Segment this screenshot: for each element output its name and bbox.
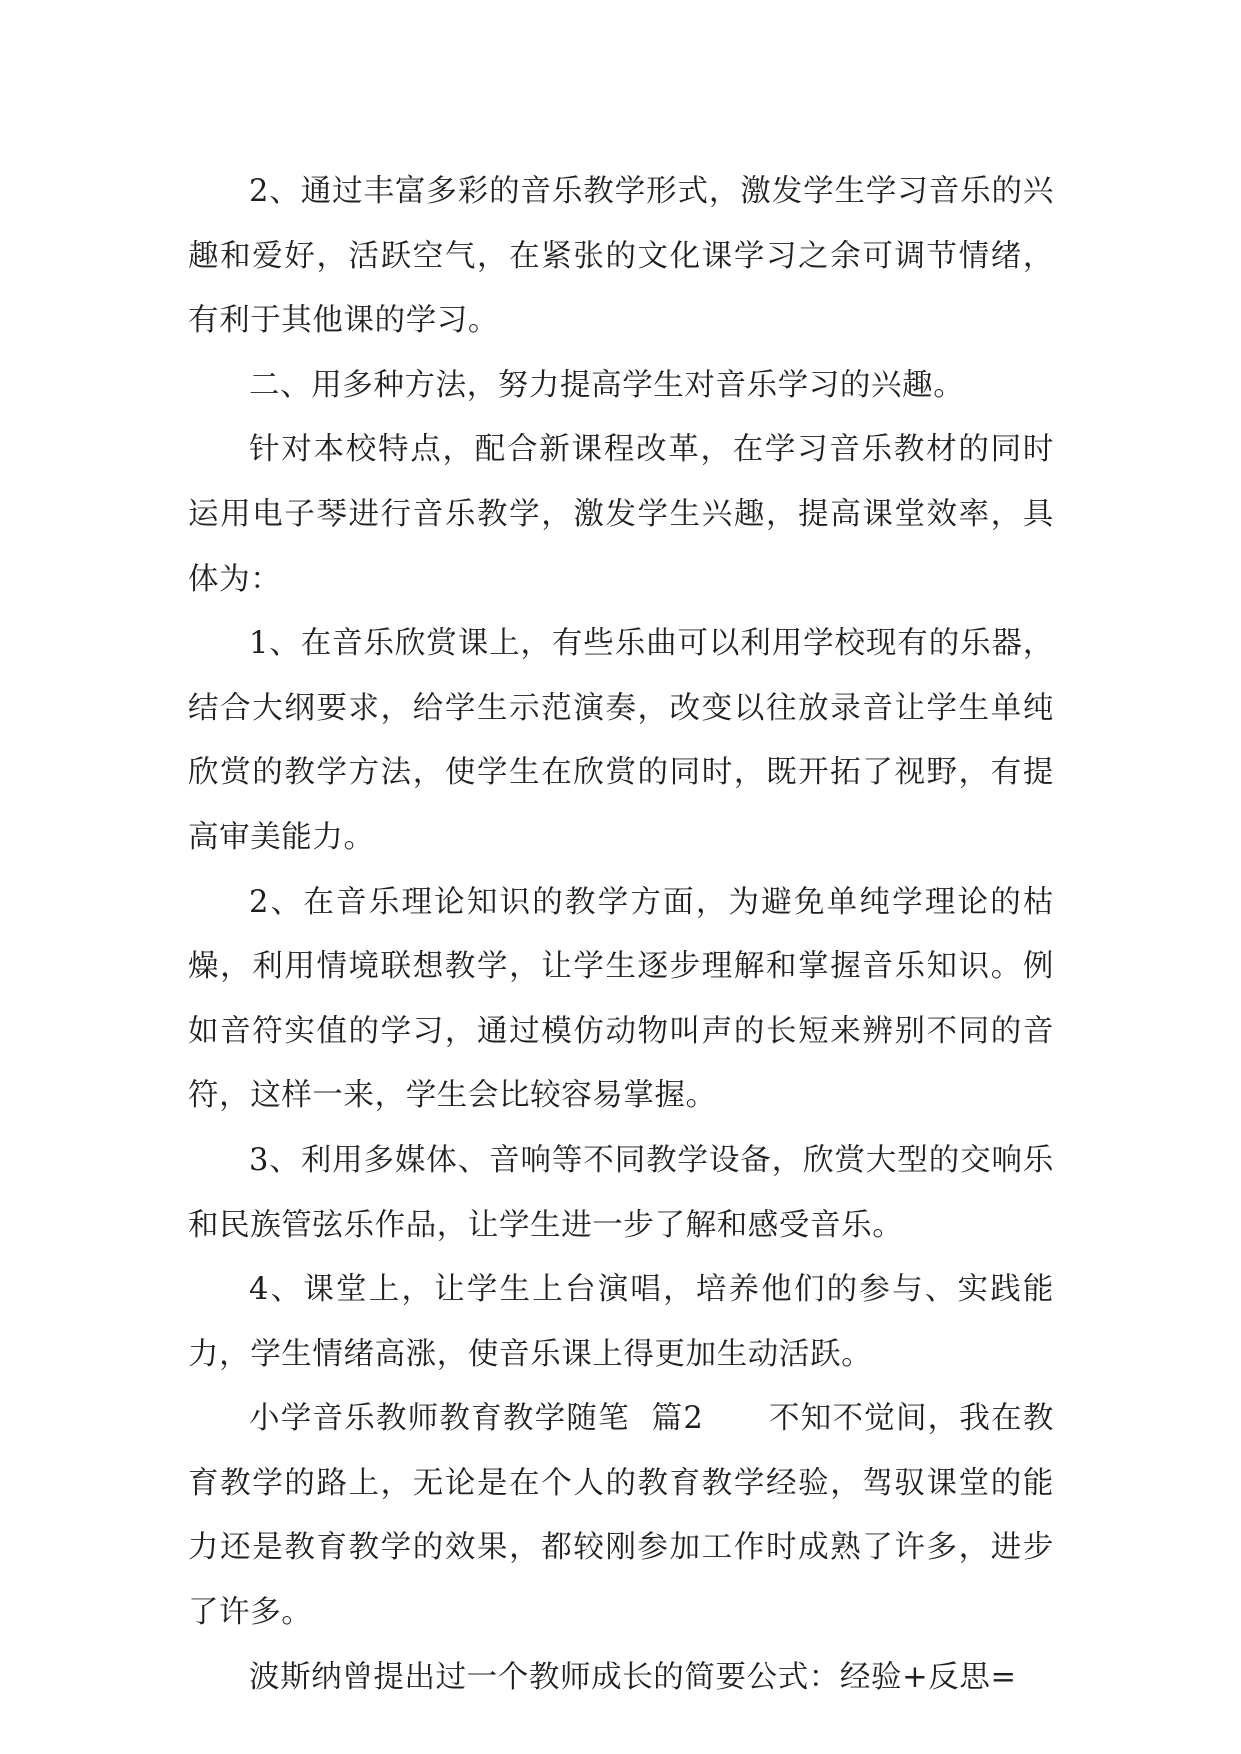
paragraph-item-3-multimedia: 3、利用多媒体、音响等不同教学设备，欣赏大型的交响乐和民族管弦乐作品，让学生进一步了解和感受音乐。 — [188, 1142, 1054, 1243]
paragraph-essay-2-intro: 小学音乐教师教育教学随笔 篇2 不知不觉间，我在教育教学的路上，无论是在个人的教育教学经验，驾驭课堂的能力还是教育教学的效果，都较刚参加工作时成熟了许多，进步了许多。 — [188, 1401, 1054, 1631]
paragraph-item-4-classroom: 4、课堂上，让学生上台演唱，培养他们的参与、实践能力，学生情绪高涨，使音乐课上得更加生动活跃。 — [188, 1272, 1054, 1372]
paragraph-section-heading-methods: 二、用多种方法，努力提高学生对音乐学习的兴趣。 — [249, 367, 965, 403]
paragraph-item-2-theory: 2、在音乐理论知识的教学方面，为避免单纯学理论的枯燥，利用情境联想教学，让学生逐步理解和掌握音乐知识。例如音符实值的学习，通过模仿动物叫声的长短来辨别不同的音符，这样一来，学生会比较容易掌握。 — [188, 884, 1054, 1114]
paragraph-item-1-appreciation: 1、在音乐欣赏课上，有些乐曲可以利用学校现有的乐器，结合大纲要求，给学生示范演奏，改变以往放录音让学生单纯欣赏的教学方法，使学生在欣赏的同时，既开拓了视野，有提高审美能力。 — [188, 626, 1054, 855]
paragraph-school-characteristics: 针对本校特点，配合新课程改革，在学习音乐教材的同时运用电子琴进行音乐教学，激发学生兴趣，提高课堂效率，具体为： — [188, 432, 1054, 597]
paragraph-item-2-interest: 2、通过丰富多彩的音乐教学形式，激发学生学习音乐的兴趣和爱好，活跃空气，在紧张的文化课学习之余可调节情绪，有利于其他课的学习。 — [188, 174, 1054, 339]
paragraph-posner-formula: 波斯纳曾提出过一个教师成长的简要公式：经验+反思= — [249, 1659, 1017, 1695]
document-body — [188, 160, 1054, 1710]
